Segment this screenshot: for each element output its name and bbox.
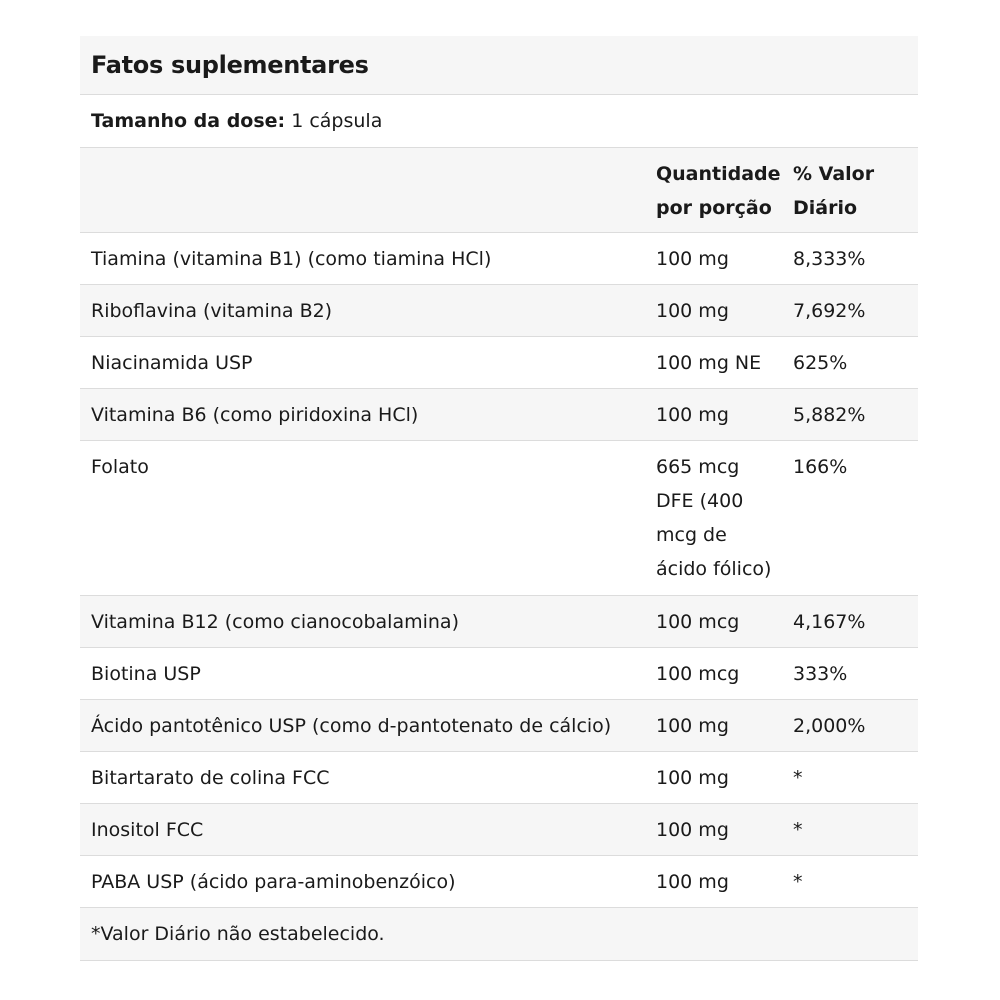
nutrient-name: Folato <box>91 456 149 478</box>
nutrient-amount-line: mcg de <box>656 524 727 546</box>
nutrient-dv: 625% <box>793 352 848 374</box>
nutrient-dv: 8,333% <box>793 248 866 270</box>
panel-title: Fatos suplementares <box>91 51 369 79</box>
header-dv-cell <box>793 157 918 232</box>
nutrient-dv: 4,167% <box>793 611 866 633</box>
serving-size-label: Tamanho da dose: <box>91 110 286 132</box>
nutrient-amount: 100 mg <box>656 819 729 841</box>
header-amount-line1: Quantidade <box>656 163 781 185</box>
header-dv-line2: Diário <box>793 197 858 219</box>
table-row <box>80 804 918 856</box>
table-row <box>80 648 918 700</box>
nutrient-dv: 2,000% <box>793 715 866 737</box>
nutrient-name: Inositol FCC <box>91 819 204 841</box>
nutrient-name: Vitamina B12 (como cianocobalamina) <box>91 611 459 633</box>
nutrient-dv: 7,692% <box>793 300 866 322</box>
table-row <box>80 700 918 752</box>
table-row <box>80 752 918 804</box>
nutrient-dv: 166% <box>793 456 848 478</box>
nutrient-dv: 5,882% <box>793 404 866 426</box>
footnote-text: *Valor Diário não estabelecido. <box>91 923 385 945</box>
nutrient-name: Bitartarato de colina FCC <box>91 767 330 789</box>
nutrient-amount: 100 mg <box>656 767 729 789</box>
nutrient-amount-line: 665 mcg <box>656 456 740 478</box>
header-amount-cell <box>656 157 793 232</box>
nutrient-dv: 333% <box>793 663 848 685</box>
nutrient-dv: * <box>793 871 803 893</box>
nutrient-dv: * <box>793 819 803 841</box>
header-name-cell <box>80 157 656 232</box>
nutrient-name: Niacinamida USP <box>91 352 253 374</box>
title-row <box>80 36 918 95</box>
nutrient-amount: 100 mg <box>656 300 729 322</box>
nutrient-name: Vitamina B6 (como piridoxina HCl) <box>91 404 419 426</box>
serving-size-row <box>80 95 918 148</box>
nutrient-dv: * <box>793 767 803 789</box>
table-header-row <box>80 148 918 233</box>
nutrient-amount: 100 mcg <box>656 663 740 685</box>
table-row <box>80 596 918 648</box>
nutrient-name: Riboflavina (vitamina B2) <box>91 300 333 322</box>
nutrient-name: Biotina USP <box>91 663 201 685</box>
table-row <box>80 285 918 337</box>
nutrient-amount: 100 mg <box>656 248 729 270</box>
header-dv-line1: % Valor <box>793 163 875 185</box>
nutrient-amount-line: ácido fólico) <box>656 558 772 580</box>
table-row <box>80 441 918 596</box>
footnote-row <box>80 908 918 961</box>
nutrient-amount: 100 mg NE <box>656 352 762 374</box>
table-row <box>80 233 918 285</box>
nutrient-amount: 100 mcg <box>656 611 740 633</box>
serving-size-value: 1 cápsula <box>285 110 383 132</box>
table-row <box>80 389 918 441</box>
nutrient-amount <box>656 450 793 595</box>
nutrient-amount: 100 mg <box>656 715 729 737</box>
table-row <box>80 337 918 389</box>
table-row <box>80 856 918 908</box>
nutrient-name: Tiamina (vitamina B1) (como tiamina HCl) <box>91 248 492 270</box>
header-amount-line2: por porção <box>656 197 772 219</box>
nutrient-amount-line: DFE (400 <box>656 490 744 512</box>
nutrient-name: PABA USP (ácido para-aminobenzóico) <box>91 871 456 893</box>
nutrient-name: Ácido pantotênico USP (como d-pantotenato de cálcio) <box>91 715 612 737</box>
supplement-facts-panel <box>80 36 918 961</box>
nutrient-amount: 100 mg <box>656 404 729 426</box>
nutrient-amount: 100 mg <box>656 871 729 893</box>
